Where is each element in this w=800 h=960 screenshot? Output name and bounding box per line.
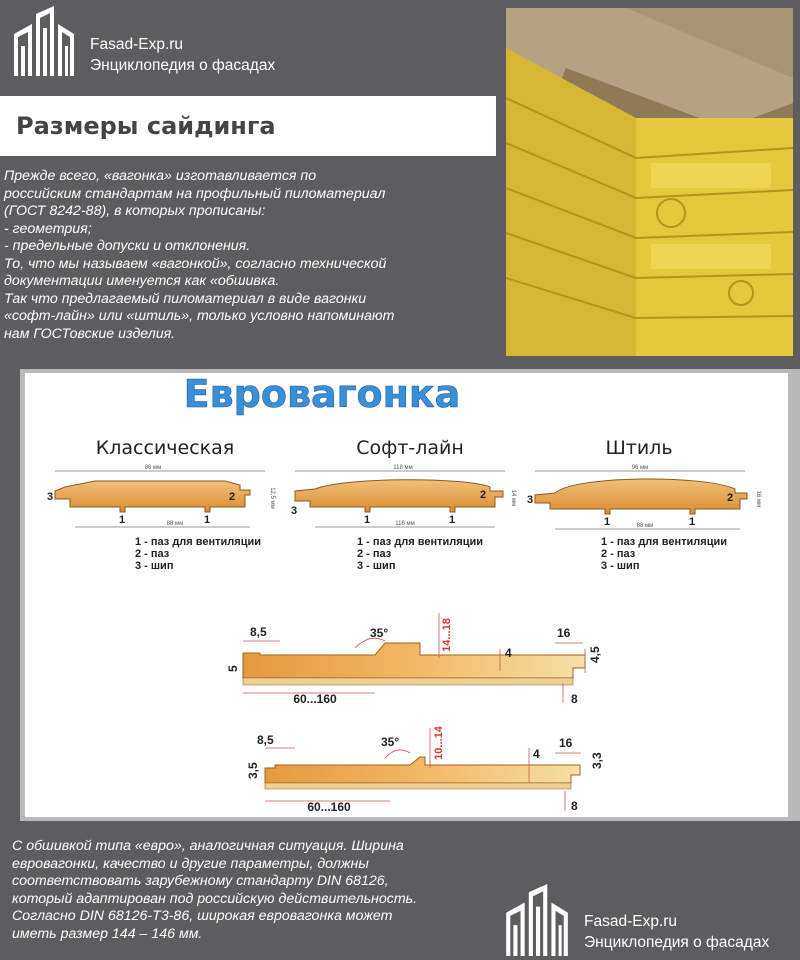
- softline-height: 14 мм: [510, 489, 516, 507]
- shtil-marker-1b: 1: [689, 516, 696, 528]
- section-b: [246, 725, 604, 814]
- section-a-height-right: 4,5: [588, 646, 602, 663]
- shtil-profile: [527, 465, 761, 572]
- classic-legend-1: 1 - паз для вентиляции: [135, 536, 261, 548]
- section-b-groove: 4: [533, 747, 540, 761]
- shtil-legend-1: 1 - паз для вентиляции: [601, 536, 727, 548]
- section-a-dim-right: 16: [557, 626, 571, 640]
- logo-site-name: Fasad-Exp.ru: [584, 913, 678, 930]
- profile-name-softline: Софт-лайн: [356, 437, 464, 459]
- logo-subtitle: Энциклопедия о фасадах: [90, 57, 276, 74]
- intro-line: документации именуется как «обшивка.: [4, 273, 280, 289]
- top-logo[interactable]: [8, 6, 308, 78]
- intro-line: То, что мы называем «вагонкой», согласно технической: [4, 255, 387, 272]
- page-title: Размеры сайдинга: [16, 112, 276, 140]
- shtil-height: 16 мм: [755, 490, 761, 508]
- outro-line: иметь размер 144 – 146 мм.: [12, 925, 203, 942]
- classic-marker-1a: 1: [119, 514, 126, 526]
- outro-text: [12, 838, 502, 943]
- intro-line: «софт-лайн» или «штиль», только условно напоминают: [4, 308, 395, 324]
- building-logo-icon: [8, 6, 80, 78]
- shtil-width-top: 96 мм: [631, 465, 649, 471]
- section-b-thickness: 10...14: [433, 726, 445, 760]
- section-b-tongue: 8: [571, 799, 578, 813]
- softline-legend-2: 2 - паз: [357, 548, 392, 560]
- profile-name-shtil: Штиль: [605, 437, 673, 459]
- intro-line: российским стандартам на профильный пиломатериал: [4, 185, 386, 202]
- classic-width-bottom: 88 мм: [166, 521, 184, 527]
- classic-legend-2: 2 - паз: [135, 548, 170, 560]
- diagram-title: Евровагонка: [183, 373, 461, 416]
- intro-line: Так что предлагаемый пиломатериал в виде вагонки: [4, 290, 367, 307]
- shtil-marker-1a: 1: [604, 516, 611, 528]
- section-a-groove: 4: [505, 646, 512, 660]
- eurovagonka-diagram: [20, 369, 800, 821]
- section-b-span: 60...160: [307, 800, 351, 814]
- shtil-marker-3: 3: [527, 494, 534, 506]
- classic-legend-3: 3 - шип: [135, 560, 174, 572]
- shtil-width-bottom: 88 мм: [636, 523, 654, 529]
- section-b-height-left: 3,5: [246, 762, 260, 779]
- section-a-thickness: 14...18: [441, 618, 453, 652]
- lumber-photo: [506, 8, 793, 356]
- softline-legend-3: 3 - шип: [357, 560, 396, 572]
- lumber-stack-image: [506, 8, 793, 356]
- section-b-dim-right: 16: [559, 736, 573, 750]
- shtil-legend-2: 2 - паз: [601, 548, 636, 560]
- softline-width-bottom: 116 мм: [395, 521, 415, 527]
- intro-line: (ГОСТ 8242-88), в которых прописаны:: [4, 203, 266, 219]
- section-b-angle: 35°: [381, 735, 400, 749]
- section-a-height-left: 5: [226, 665, 240, 672]
- shtil-marker-2: 2: [727, 492, 734, 504]
- softline-marker-2: 2: [480, 489, 487, 501]
- intro-line: - геометрия;: [4, 220, 92, 237]
- diagram-panel: [25, 373, 788, 817]
- heading-bar: [0, 96, 496, 156]
- outro-line: соответствовать зарубежному стандарту DIN 68126,: [12, 873, 389, 889]
- profile-name-classic: Классическая: [95, 437, 235, 459]
- logo-site-name: Fasad-Exp.ru: [90, 36, 184, 53]
- section-a-angle: 35°: [370, 626, 389, 640]
- intro-line: нам ГОСТовские изделия.: [4, 325, 176, 342]
- classic-height: 12,5 мм: [269, 487, 275, 509]
- shtil-legend-3: 3 - шип: [601, 560, 640, 572]
- section-b-height-right: 3,3: [590, 752, 604, 769]
- softline-marker-1b: 1: [449, 514, 456, 526]
- softline-profile: [291, 465, 516, 572]
- section-a-dim-left: 8,5: [250, 625, 267, 639]
- logo-subtitle: Энциклопедия о фасадах: [584, 934, 770, 951]
- intro-line: - предельные допуски и отклонения.: [4, 238, 251, 254]
- section-a: [226, 613, 602, 706]
- section-a-span: 60...160: [293, 692, 337, 706]
- classic-marker-1b: 1: [204, 514, 211, 526]
- softline-legend-1: 1 - паз для вентиляции: [357, 536, 483, 548]
- softline-width-top: 118 мм: [393, 465, 413, 471]
- softline-marker-3: 3: [291, 505, 298, 517]
- classic-marker-2: 2: [229, 491, 236, 503]
- intro-line: Прежде всего, «вагонка» изготавливается по: [4, 168, 317, 184]
- outro-line: евровагонки, качество и другие параметры, должны: [12, 855, 369, 872]
- classic-width-top: 86 мм: [144, 465, 162, 471]
- building-logo-icon: [500, 884, 574, 958]
- outro-line: Согласно DIN 68126-Т3-86, широкая евровагонка может: [12, 908, 393, 924]
- section-b-dim-left: 8,5: [257, 733, 274, 747]
- profile-diagram: [25, 373, 788, 817]
- bottom-logo[interactable]: [500, 880, 800, 960]
- classic-marker-3: 3: [47, 491, 54, 503]
- classic-profile: [47, 465, 275, 572]
- section-a-tongue: 8: [571, 692, 578, 706]
- intro-text: [4, 168, 499, 343]
- outro-line: С обшивкой типа «евро», аналогичная ситуация. Ширина: [12, 838, 404, 854]
- softline-marker-1a: 1: [364, 514, 371, 526]
- outro-line: который адаптирован под российскую действительность.: [12, 890, 418, 907]
